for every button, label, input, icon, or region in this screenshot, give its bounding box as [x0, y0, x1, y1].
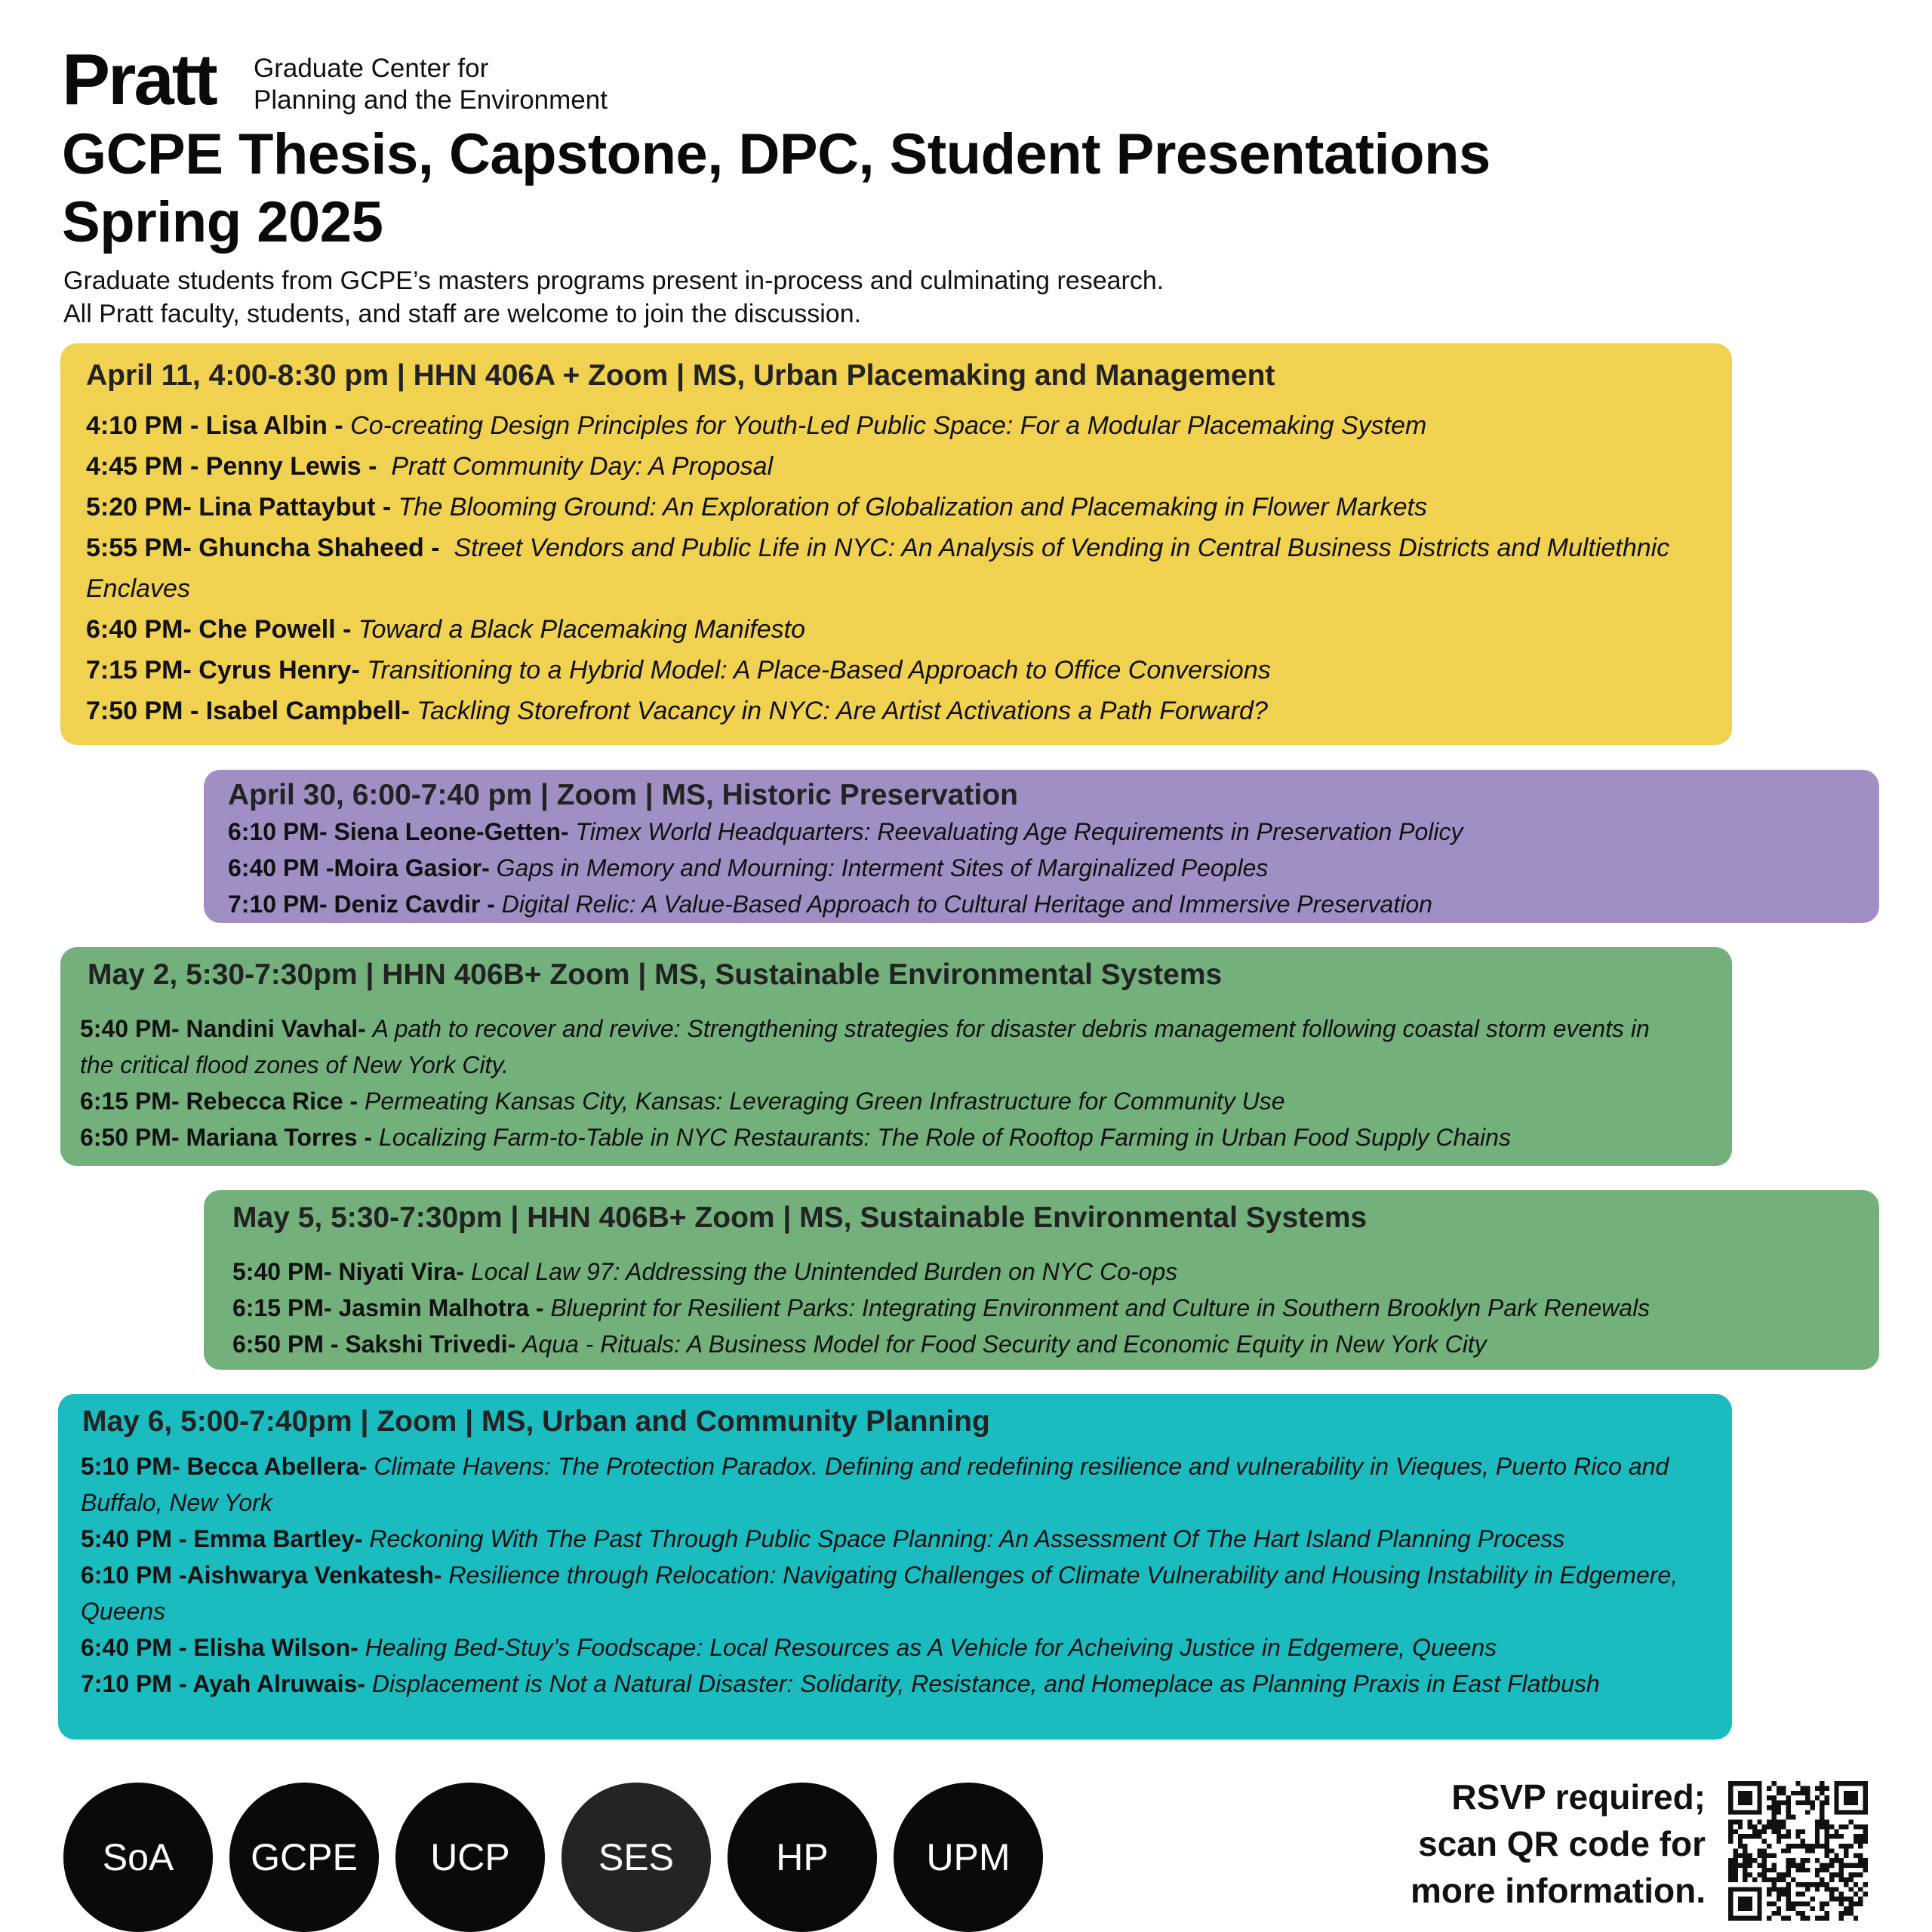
badge-soa: SoA	[63, 1783, 213, 1932]
entry-title: Local Law 97: Addressing the Unintended Burden on NYC Co-ops	[470, 1258, 1178, 1285]
entry-time-name: 6:10 PM- Siena Leone-Getten-	[228, 818, 569, 845]
entry-time-name: 5:20 PM- Lina Pattaybut -	[86, 493, 392, 521]
entry-time-name: 5:10 PM- Becca Abellera-	[81, 1453, 368, 1480]
logo-subtitle-line2: Planning and the Environment	[254, 85, 608, 115]
intro-line2: All Pratt faculty, students, and staff are welcome to join the discussion.	[63, 300, 862, 328]
rsvp-line2: scan QR code for	[1418, 1824, 1706, 1863]
entry-time-name: 6:10 PM -Aishwarya Venkatesh-	[81, 1561, 442, 1589]
entry-title: Localizing Farm-to-Table in NYC Restaurants: The Role of Rooftop Farming in Urban Food Supply Chains	[378, 1124, 1511, 1151]
session-may-5	[204, 1190, 1879, 1370]
entry-time-name: 6:50 PM - Sakshi Trivedi-	[232, 1331, 516, 1358]
page-title	[62, 121, 1491, 257]
entry-time-name: 6:40 PM - Elisha Wilson-	[81, 1634, 358, 1661]
badge-gcpe: GCPE	[229, 1783, 379, 1932]
badge-upm: UPM	[894, 1783, 1043, 1932]
list-item	[228, 886, 1857, 922]
list-item	[80, 1011, 1687, 1083]
title-line1: GCPE Thesis, Capstone, DPC, Student Presentations	[62, 122, 1491, 186]
list-item	[232, 1326, 1857, 1362]
session-heading: May 2, 5:30-7:30pm | HHN 406B+ Zoom | MS, Sustainable Environmental Systems	[88, 958, 1223, 991]
entry-title: Toward a Black Placemaking Manifesto	[358, 615, 806, 644]
badge-ses: SES	[561, 1783, 711, 1932]
entry-time-name: 6:15 PM- Jasmin Malhotra -	[232, 1294, 544, 1321]
session-heading: April 30, 6:00-7:40 pm | Zoom | MS, Historic Preservation	[228, 779, 1018, 811]
entry-title: A path to recover and revive: Strengthening strategies for disaster debris management following coastal storm events in the critical flood zones of New York City.	[80, 1015, 1650, 1078]
entry-time-name: 5:40 PM - Emma Bartley-	[81, 1525, 363, 1552]
session-may-2	[60, 947, 1732, 1166]
list-item	[86, 446, 1708, 487]
list-item	[86, 691, 1708, 731]
list-item	[86, 405, 1708, 446]
entry-title: Resilience through Relocation: Navigating Challenges of Climate Vulnerability and Housing Instability in Edgemere, Queens	[81, 1561, 1678, 1625]
entry-title: Digital Relic: A Value-Based Approach to Cultural Heritage and Immersive Preservation	[501, 891, 1432, 918]
entry-time-name: 5:40 PM- Nandini Vavhal-	[80, 1015, 366, 1042]
entry-title: Displacement is Not a Natural Disaster: Solidarity, Resistance, and Homeplace as Planning Praxis in East Flatbush	[371, 1670, 1600, 1697]
entry-time-name: 6:15 PM- Rebecca Rice -	[80, 1088, 358, 1115]
list-item	[81, 1448, 1714, 1521]
badge-hp: HP	[728, 1783, 877, 1932]
list-item	[232, 1290, 1857, 1326]
pratt-logo: Pratt	[62, 39, 216, 120]
entry-title: Timex World Headquarters: Reevaluating Age Requirements in Preservation Policy	[575, 818, 1463, 845]
entry-title: Permeating Kansas City, Kansas: Leveraging Green Infrastructure for Community Use	[365, 1088, 1285, 1115]
intro-text	[63, 264, 1164, 331]
session-april-11	[60, 343, 1732, 745]
entry-title: Transitioning to a Hybrid Model: A Place-Based Approach to Office Conversions	[367, 656, 1271, 685]
list-item	[81, 1666, 1714, 1702]
rsvp-line1: RSVP required;	[1451, 1777, 1706, 1817]
rsvp-line3: more information.	[1410, 1871, 1706, 1910]
entry-time-name: 4:10 PM - Lisa Albin -	[86, 411, 343, 440]
logo-subtitle	[254, 53, 608, 116]
session-heading: April 11, 4:00-8:30 pm | HHN 406A + Zoom | MS, Urban Placemaking and Management	[86, 359, 1275, 392]
list-item	[228, 814, 1857, 850]
list-item	[81, 1557, 1714, 1629]
entry-time-name: 6:40 PM -Moira Gasior-	[228, 854, 490, 881]
list-item	[86, 528, 1708, 609]
entry-time-name: 5:55 PM- Ghuncha Shaheed -	[86, 534, 440, 562]
entry-title: Healing Bed-Stuy’s Foodscape: Local Resources as A Vehicle for Acheiving Justice in Edgemere, Queens	[365, 1634, 1497, 1661]
entry-title: Gaps in Memory and Mourning: Interment Sites of Marginalized Peoples	[496, 854, 1269, 881]
entry-time-name: 6:40 PM- Che Powell -	[86, 615, 352, 644]
entry-time-name: 6:50 PM- Mariana Torres -	[80, 1124, 373, 1151]
entry-time-name: 7:50 PM - Isabel Campbell-	[86, 697, 410, 725]
entry-title: Reckoning With The Past Through Public Space Planning: An Assessment Of The Hart Island Planning Process	[369, 1525, 1565, 1552]
entry-title: Blueprint for Resilient Parks: Integrating Environment and Culture in Southern Brooklyn Park Renewals	[550, 1294, 1651, 1321]
qr-code-icon[interactable]	[1728, 1781, 1868, 1921]
entry-time-name: 7:15 PM- Cyrus Henry-	[86, 656, 360, 685]
entry-title: Aqua - Rituals: A Business Model for Food Security and Economic Equity in New York City	[522, 1331, 1487, 1358]
list-item	[86, 487, 1708, 528]
entry-title: Street Vendors and Public Life in NYC: An Analysis of Vending in Central Business Districts and Multiethnic Enclaves	[86, 534, 1670, 603]
entry-time-name: 5:40 PM- Niyati Vira-	[232, 1258, 465, 1285]
badge-ucp: UCP	[395, 1783, 545, 1932]
list-item	[81, 1629, 1714, 1666]
entry-title: Pratt Community Day: A Proposal	[391, 452, 774, 481]
list-item	[86, 609, 1708, 650]
entry-title: Climate Havens: The Protection Paradox. Defining and redefining resilience and vulnerability in Vieques, Puerto Rico and Buffalo, New York	[81, 1453, 1669, 1516]
program-badges	[63, 1783, 1043, 1932]
entry-title: Tackling Storefront Vacancy in NYC: Are Artist Activations a Path Forward?	[417, 697, 1268, 725]
title-line2: Spring 2025	[62, 190, 383, 254]
entry-title: Co-creating Design Principles for Youth-Led Public Space: For a Modular Placemaking System	[350, 411, 1427, 440]
session-heading: May 6, 5:00-7:40pm | Zoom | MS, Urban and Community Planning	[82, 1405, 990, 1438]
list-item	[80, 1083, 1687, 1119]
entry-title: The Blooming Ground: An Exploration of Globalization and Placemaking in Flower Markets	[398, 493, 1427, 521]
rsvp-text	[1411, 1774, 1706, 1914]
list-item	[81, 1521, 1714, 1557]
intro-line1: Graduate students from GCPE’s masters programs present in-process and culminating research.	[63, 266, 1164, 295]
entry-time-name: 7:10 PM- Deniz Cavdir -	[228, 891, 495, 918]
session-april-30	[204, 770, 1879, 923]
logo-subtitle-line1: Graduate Center for	[254, 54, 489, 83]
list-item	[228, 850, 1857, 886]
session-may-6	[58, 1394, 1732, 1740]
list-item	[80, 1119, 1687, 1155]
list-item	[232, 1254, 1857, 1290]
list-item	[86, 650, 1708, 691]
entry-time-name: 4:45 PM - Penny Lewis -	[86, 452, 377, 481]
entry-time-name: 7:10 PM - Ayah Alruwais-	[81, 1670, 365, 1697]
session-heading: May 5, 5:30-7:30pm | HHN 406B+ Zoom | MS, Sustainable Environmental Systems	[232, 1201, 1367, 1234]
